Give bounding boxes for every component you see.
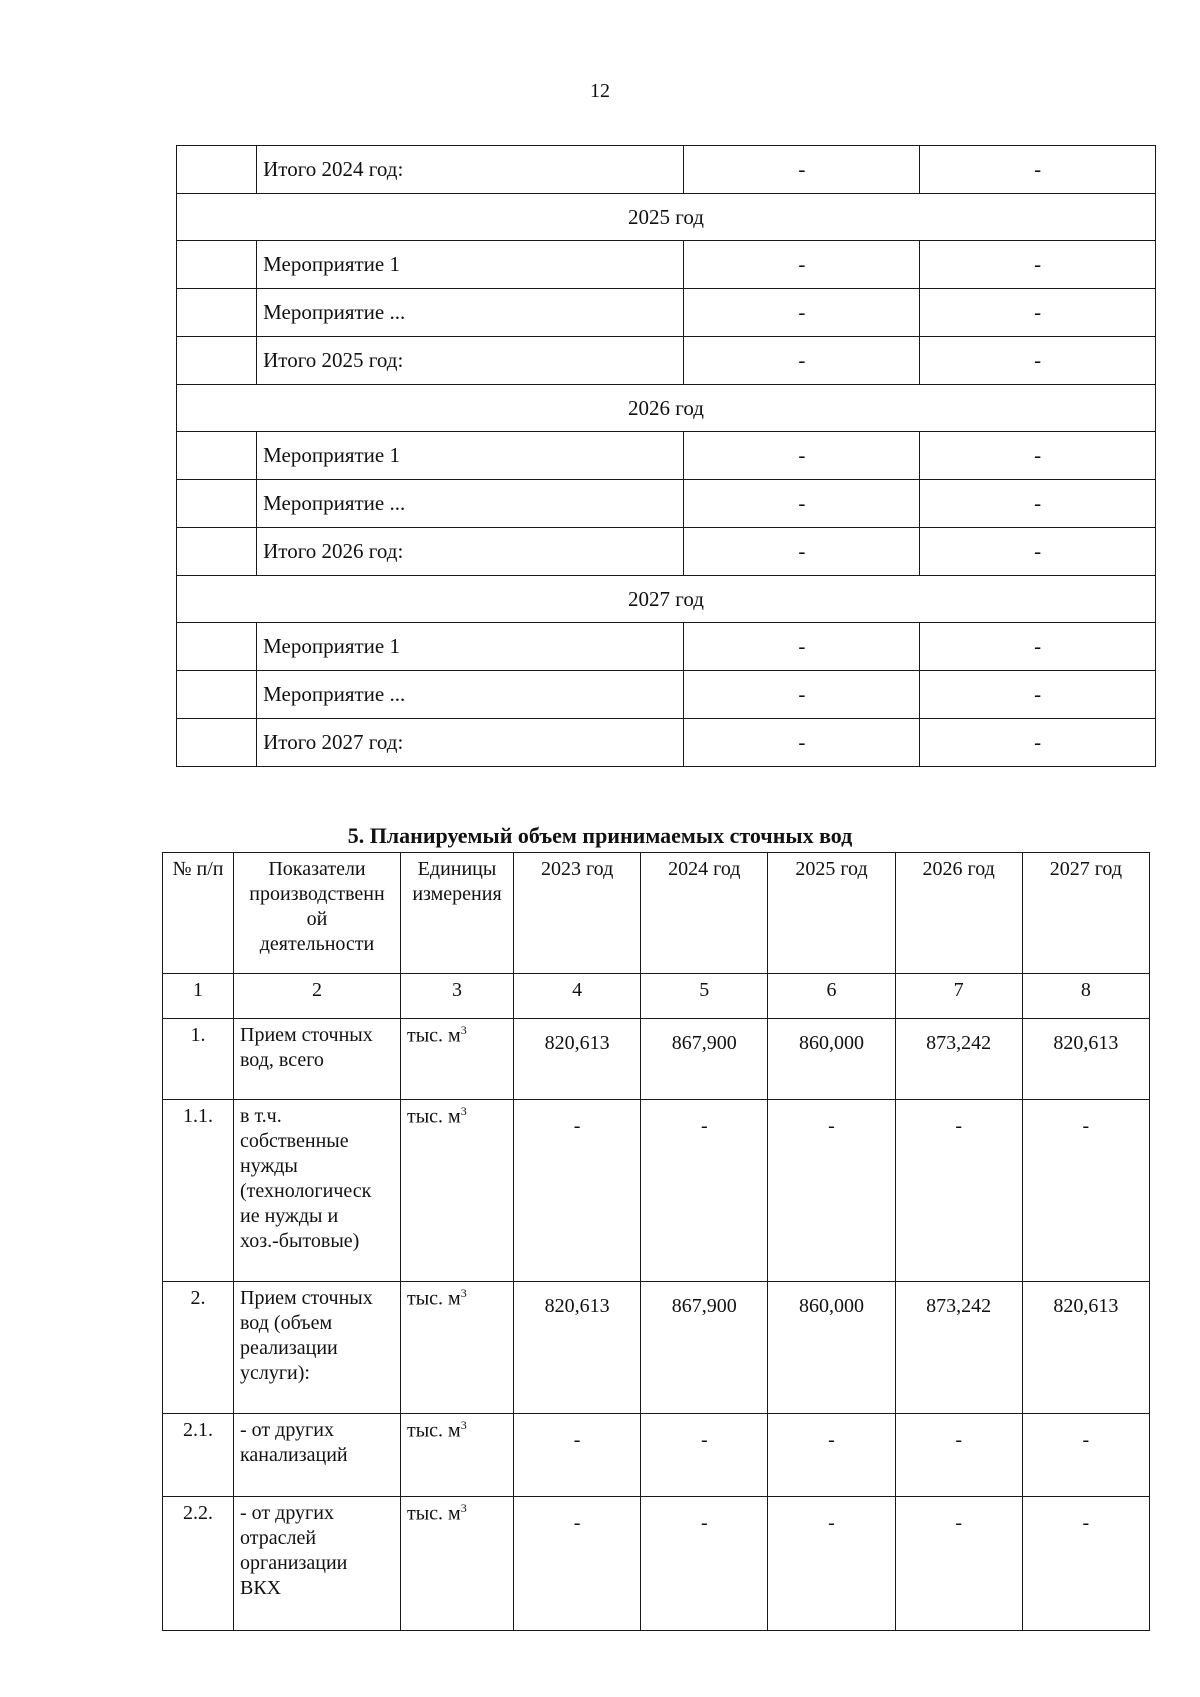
year-row [177, 194, 1156, 241]
event-value: - [684, 719, 920, 767]
volume-table [162, 852, 1150, 1631]
row-value: - [514, 1497, 641, 1631]
unit-superscript: 3 [460, 1418, 467, 1432]
event-num-cell [177, 146, 257, 194]
event-name: Мероприятие 1 [257, 241, 684, 289]
row-indicator-line: реализации [240, 1337, 338, 1359]
unit-text: тыс. м [407, 1502, 461, 1525]
column-number: 4 [514, 974, 641, 1019]
events-table-body [177, 146, 1156, 767]
header-unit-line: Единицы [417, 858, 497, 880]
unit-text: тыс. м [407, 1024, 461, 1047]
row-number: 2.2. [163, 1497, 234, 1631]
row-indicator-line: нужды [240, 1155, 298, 1177]
event-value: - [920, 528, 1156, 576]
header-year-2025: 2025 год [768, 853, 895, 974]
event-total-label: Итого 2026 год: [257, 528, 684, 576]
row-value: - [895, 1497, 1022, 1631]
event-value: - [920, 337, 1156, 385]
row-indicator-line: хоз.-бытовые) [240, 1230, 360, 1252]
row-indicator-line: услуги): [240, 1362, 310, 1384]
event-row [177, 289, 1156, 337]
volume-row [163, 1019, 1150, 1100]
row-value: - [514, 1100, 641, 1282]
row-indicator-line: - от других [240, 1419, 334, 1441]
header-indicator-line: ой [306, 908, 328, 930]
unit-text: тыс. м [407, 1105, 461, 1128]
row-value: 820,613 [514, 1282, 641, 1414]
row-indicator-line: Прием сточных [240, 1287, 373, 1309]
event-value: - [684, 289, 920, 337]
year-heading: 2027 год [177, 576, 1156, 623]
row-unit [401, 1497, 514, 1631]
event-value: - [920, 289, 1156, 337]
row-value: 820,613 [514, 1019, 641, 1100]
row-unit [401, 1282, 514, 1414]
event-value: - [920, 146, 1156, 194]
event-value: - [920, 671, 1156, 719]
event-row [177, 719, 1156, 767]
row-value: - [1022, 1497, 1149, 1631]
event-value: - [920, 623, 1156, 671]
header-indicator-line: деятельности [259, 933, 375, 955]
unit-text: тыс. м [407, 1287, 461, 1310]
column-number: 8 [1022, 974, 1149, 1019]
event-row [177, 146, 1156, 194]
event-value: - [684, 528, 920, 576]
header-unit [401, 853, 514, 974]
row-indicator [234, 1282, 401, 1414]
year-row [177, 385, 1156, 432]
row-indicator-line: в т.ч. [240, 1105, 282, 1127]
row-value: 867,900 [641, 1019, 768, 1100]
row-indicator-line: Прием сточных [240, 1024, 373, 1046]
row-number: 1.1. [163, 1100, 234, 1282]
row-indicator-line: (технологическ [240, 1180, 372, 1202]
row-value: - [768, 1497, 895, 1631]
page-number: 12 [590, 80, 610, 102]
event-value: - [920, 480, 1156, 528]
event-name: Мероприятие ... [257, 671, 684, 719]
row-indicator-line: - от других [240, 1502, 334, 1524]
header-year-2026: 2026 год [895, 853, 1022, 974]
event-name: Мероприятие 1 [257, 623, 684, 671]
column-number: 6 [768, 974, 895, 1019]
event-total-label: Итого 2025 год: [257, 337, 684, 385]
header-year-2023: 2023 год [514, 853, 641, 974]
row-indicator [234, 1100, 401, 1282]
row-value: 820,613 [1022, 1019, 1149, 1100]
event-num-cell [177, 623, 257, 671]
row-number: 1. [163, 1019, 234, 1100]
row-value: - [1022, 1100, 1149, 1282]
year-heading: 2026 год [177, 385, 1156, 432]
row-indicator-line: отраслей [240, 1527, 317, 1549]
header-unit-line: измерения [412, 883, 502, 905]
event-total-label: Итого 2024 год: [257, 146, 684, 194]
row-value: 860,000 [768, 1282, 895, 1414]
row-number: 2. [163, 1282, 234, 1414]
event-value: - [920, 432, 1156, 480]
year-row [177, 576, 1156, 623]
header-year-2024: 2024 год [641, 853, 768, 974]
row-value: - [768, 1100, 895, 1282]
event-value: - [684, 432, 920, 480]
event-value: - [920, 719, 1156, 767]
event-name: Мероприятие ... [257, 480, 684, 528]
row-indicator [234, 1019, 401, 1100]
header-indicator-line: Показатели [268, 858, 366, 880]
column-number: 7 [895, 974, 1022, 1019]
row-value: 820,613 [1022, 1282, 1149, 1414]
row-indicator-line: организации [240, 1552, 348, 1574]
row-value: - [641, 1100, 768, 1282]
event-num-cell [177, 289, 257, 337]
row-value: - [1022, 1414, 1149, 1497]
event-value: - [684, 671, 920, 719]
event-num-cell [177, 719, 257, 767]
event-row [177, 671, 1156, 719]
event-value: - [684, 241, 920, 289]
row-indicator [234, 1497, 401, 1631]
volume-table-body [163, 1019, 1150, 1631]
event-value: - [684, 337, 920, 385]
event-row [177, 623, 1156, 671]
row-value: - [641, 1497, 768, 1631]
volume-row [163, 1282, 1150, 1414]
row-unit [401, 1414, 514, 1497]
row-indicator-line: вод (объем [240, 1312, 333, 1334]
event-num-cell [177, 432, 257, 480]
row-indicator-line: канализаций [240, 1444, 348, 1466]
event-name: Мероприятие 1 [257, 432, 684, 480]
row-indicator-line: вод, всего [240, 1049, 324, 1071]
row-unit [401, 1019, 514, 1100]
header-num: № п/п [163, 853, 234, 974]
unit-superscript: 3 [460, 1286, 467, 1300]
volume-header-row [163, 853, 1150, 974]
unit-text: тыс. м [407, 1419, 461, 1442]
row-indicator-line: собственные [240, 1130, 349, 1152]
row-value: 873,242 [895, 1019, 1022, 1100]
event-value: - [684, 480, 920, 528]
event-num-cell [177, 480, 257, 528]
event-row [177, 432, 1156, 480]
header-indicator [234, 853, 401, 974]
header-year-2027: 2027 год [1022, 853, 1149, 974]
unit-superscript: 3 [460, 1023, 467, 1037]
row-value: - [641, 1414, 768, 1497]
event-row [177, 480, 1156, 528]
row-value: - [895, 1100, 1022, 1282]
event-value: - [920, 241, 1156, 289]
section-title: 5. Планируемый объем принимаемых сточных вод [347, 823, 853, 848]
event-total-label: Итого 2027 год: [257, 719, 684, 767]
unit-superscript: 3 [460, 1501, 467, 1515]
column-number: 3 [401, 974, 514, 1019]
row-unit [401, 1100, 514, 1282]
volume-row [163, 1497, 1150, 1631]
row-value: 860,000 [768, 1019, 895, 1100]
row-value: - [514, 1414, 641, 1497]
header-indicator-line: производственн [249, 883, 385, 905]
event-row [177, 528, 1156, 576]
event-num-cell [177, 337, 257, 385]
event-name: Мероприятие ... [257, 289, 684, 337]
row-number: 2.1. [163, 1414, 234, 1497]
row-indicator-line: ие нужды и [240, 1205, 339, 1227]
event-row [177, 241, 1156, 289]
event-value: - [684, 623, 920, 671]
column-number: 5 [641, 974, 768, 1019]
event-num-cell [177, 241, 257, 289]
event-num-cell [177, 528, 257, 576]
row-value: 873,242 [895, 1282, 1022, 1414]
volume-row [163, 1100, 1150, 1282]
column-numbers-row [163, 974, 1150, 1019]
row-value: - [768, 1414, 895, 1497]
volume-row [163, 1414, 1150, 1497]
event-value: - [684, 146, 920, 194]
row-value: 867,900 [641, 1282, 768, 1414]
row-indicator [234, 1414, 401, 1497]
year-heading: 2025 год [177, 194, 1156, 241]
event-row [177, 337, 1156, 385]
unit-superscript: 3 [460, 1104, 467, 1118]
column-number: 1 [163, 974, 234, 1019]
row-indicator-line: ВКХ [240, 1577, 282, 1599]
row-value: - [895, 1414, 1022, 1497]
event-num-cell [177, 671, 257, 719]
events-table [176, 145, 1156, 767]
column-number: 2 [234, 974, 401, 1019]
